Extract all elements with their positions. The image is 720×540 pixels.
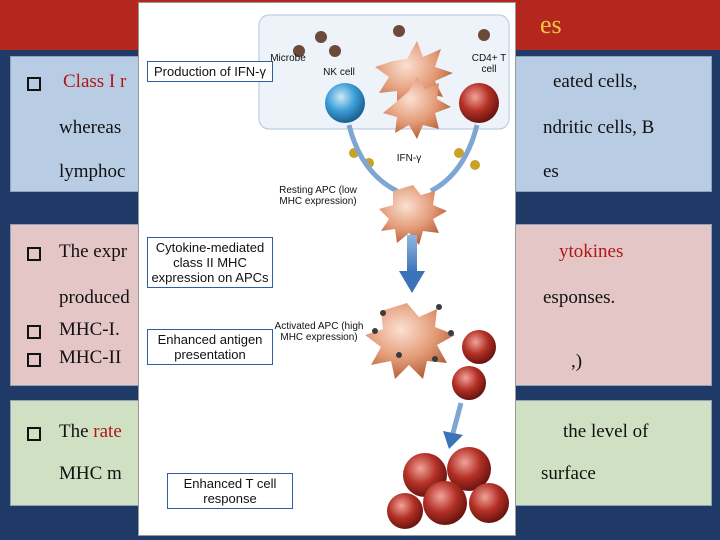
arrow-icon	[407, 235, 417, 273]
text-microbe: Microbe	[270, 53, 306, 64]
panel1-line3-right: es	[543, 161, 559, 182]
panel3-line2-right: surface	[541, 463, 596, 484]
panel2-line4-left: MHC-II	[59, 347, 122, 368]
text-nk-cell: NK cell	[323, 67, 355, 78]
checkbox-bullet-icon	[27, 247, 41, 261]
arrow-head-icon	[443, 431, 463, 449]
text-activated-apc: Activated APC (high MHC expression)	[274, 321, 364, 343]
label-production: Production of IFN-γ	[147, 61, 273, 82]
label-cytokine-mhc: Cytokine-mediated class II MHC expression on APCs	[147, 237, 273, 288]
expanded-t-cells-icon	[387, 447, 509, 529]
text-resting-apc: Resting APC (low MHC expression)	[279, 185, 357, 207]
text-ifn: IFN-γ	[396, 153, 422, 164]
label-enhanced-antigen: Enhanced antigen presentation	[147, 329, 273, 365]
cd4-t-cell-icon	[459, 83, 499, 123]
panel2-line1-left: The expr	[59, 241, 128, 262]
ifn-gamma-pathway-figure	[138, 2, 516, 536]
checkbox-bullet-icon	[27, 427, 41, 441]
panel3-line1-plain: The	[59, 421, 94, 442]
checkbox-bullet-icon	[27, 325, 41, 339]
arrow-icon	[453, 403, 461, 433]
panel1-line1-left: Class I r	[63, 71, 127, 92]
panel2-line2-right: esponses.	[543, 287, 616, 308]
panel1-line2-right: ndritic cells, B	[543, 117, 655, 138]
checkbox-bullet-icon	[27, 353, 41, 367]
panel3-line1-red: rate	[93, 421, 122, 442]
panel1-line1-right: eated cells,	[553, 71, 638, 92]
t-cell-icon	[452, 366, 486, 400]
panel3-line1-left	[59, 421, 122, 443]
t-cell-icon	[462, 330, 496, 364]
activated-apc-icon	[365, 303, 455, 379]
arrow-head-icon	[399, 271, 425, 293]
panel2-line3-left: MHC-I.	[59, 319, 120, 340]
text-cd4: CD4+ T cell	[471, 53, 507, 75]
panel3-line2-left: MHC m	[59, 463, 122, 484]
panel1-line3-left: lymphoc	[59, 161, 126, 182]
panel2-line4-right: ,)	[571, 351, 583, 372]
panel3-line1-right: the level of	[563, 421, 649, 442]
panel2-line1-right: ytokines	[559, 241, 624, 262]
label-enhanced-tcell: Enhanced T cell response	[167, 473, 293, 509]
panel1-line2-left: whereas	[59, 117, 122, 138]
slide-title-fragment: es	[540, 10, 562, 39]
nk-cell-icon	[325, 83, 365, 123]
panel2-line2-left: produced	[59, 287, 130, 308]
checkbox-bullet-icon	[27, 77, 41, 91]
